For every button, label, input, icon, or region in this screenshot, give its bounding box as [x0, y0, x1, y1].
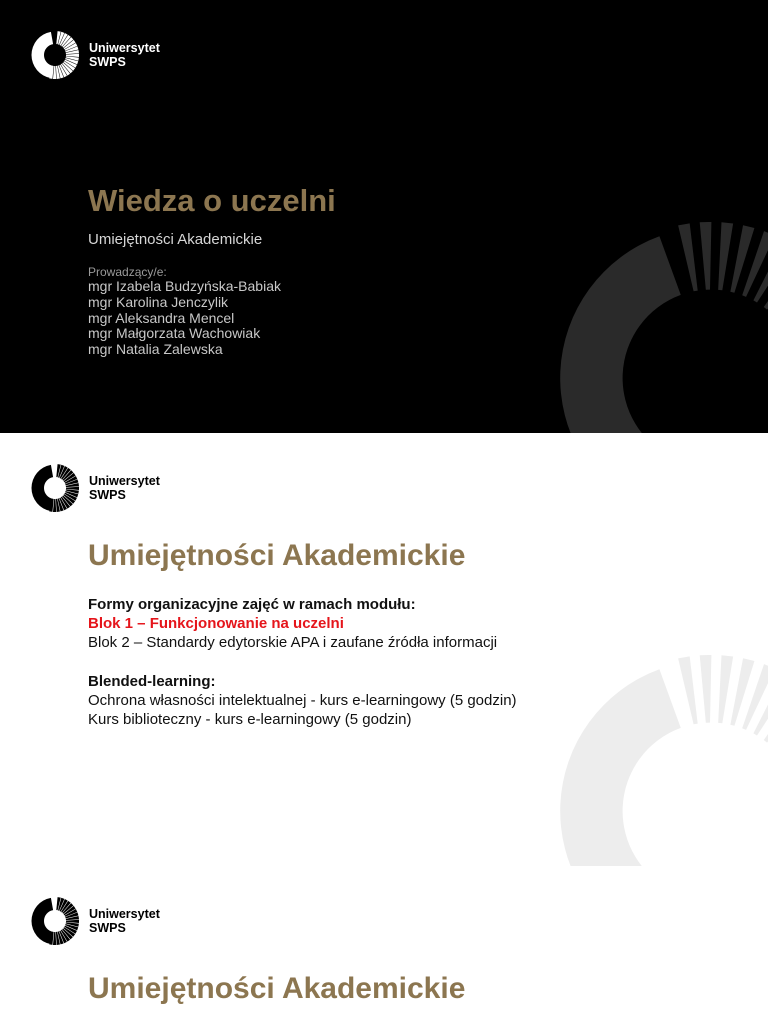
logo-name-line1: Uniwersytet	[89, 474, 160, 488]
block-1-highlight: Blok 1 – Funkcjonowanie na uczelni	[88, 615, 344, 633]
swps-sunburst-logo-icon	[30, 463, 80, 513]
logo-name-line1: Uniwersytet	[89, 41, 160, 55]
swps-sunburst-logo-icon	[30, 30, 80, 80]
logo-name-line2: SWPS	[89, 488, 126, 502]
sunburst-ray	[700, 222, 712, 290]
logo-name-line1: Uniwersytet	[89, 907, 160, 921]
slide-title-heading: Wiedza o uczelni	[88, 183, 336, 218]
slide-subtitle: Umiejętności Akademickie	[88, 231, 263, 248]
sunburst-ray	[678, 656, 698, 724]
logo-name-line2: SWPS	[89, 55, 126, 69]
presenters-block	[88, 265, 281, 358]
sunburst-arc	[560, 669, 681, 866]
presenter-name: mgr Izabela Budzyńska-Babiak	[88, 278, 281, 294]
module-content	[88, 595, 517, 729]
presenters-label: Prowadzący/e:	[88, 265, 167, 279]
presenter-name: mgr Małgorzata Wachowiak	[88, 325, 261, 342]
swps-sunburst-logo-icon	[30, 896, 80, 946]
sunburst-arc	[32, 465, 54, 511]
blended-item: Kurs biblioteczny - kurs e-learningowy (5 godzin)	[88, 711, 412, 729]
block-2-item: Blok 2 – Standardy edytorskie APA i zaufane źródła informacji	[88, 634, 498, 652]
slide-title	[0, 0, 768, 433]
slide-module-overview	[0, 433, 768, 866]
blended-item: Ochrona własności intelektualnej - kurs e-learningowy (5 godzin)	[88, 691, 517, 709]
presenter-name: mgr Natalia Zalewska	[88, 341, 223, 358]
university-logo	[30, 896, 160, 946]
sunburst-arc	[32, 32, 54, 78]
blended-heading: Blended-learning:	[88, 672, 216, 690]
sunburst-ray	[700, 655, 712, 723]
university-logo	[30, 463, 160, 513]
presenter-name: mgr Aleksandra Mencel	[88, 309, 235, 326]
sunburst-arc	[560, 236, 681, 433]
slide-continuation	[0, 866, 768, 1024]
sunburst-arc	[32, 898, 54, 944]
sunburst-decoration-icon	[555, 655, 768, 866]
slide-heading: Umiejętności Akademickie	[88, 539, 466, 572]
sunburst-ray	[718, 655, 733, 723]
sunburst-decoration-icon	[555, 222, 768, 433]
presenter-name: mgr Karolina Jenczylik	[88, 293, 229, 310]
sunburst-ray	[718, 222, 733, 290]
logo-name-line2: SWPS	[89, 921, 126, 935]
sunburst-ray	[678, 223, 698, 291]
university-logo	[30, 30, 160, 80]
forms-heading: Formy organizacyjne zajęć w ramach modułu:	[88, 596, 416, 613]
slide-heading: Umiejętności Akademickie	[88, 972, 466, 1005]
